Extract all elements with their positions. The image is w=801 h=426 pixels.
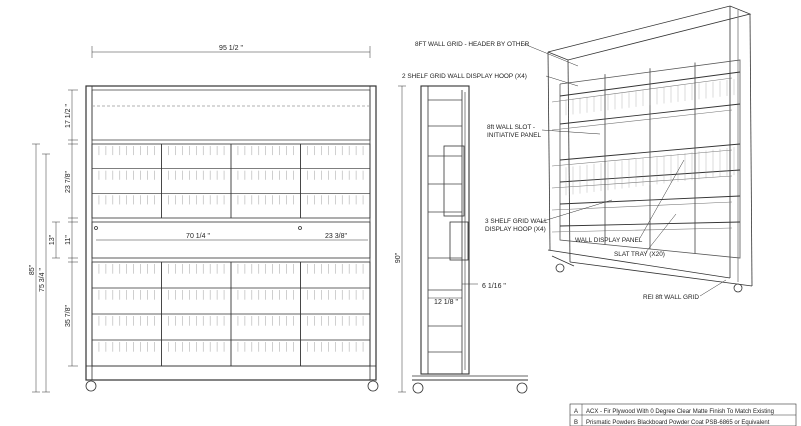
callout-display-panel: WALL DISPLAY PANEL (575, 237, 643, 244)
iso-caster-left (556, 264, 564, 272)
mid-height-dim: 75 3/4 " (39, 268, 46, 292)
caster-right (368, 381, 378, 391)
callout-slot-line1: 8ft WALL SLOT - (487, 124, 536, 131)
header-height-dim: 17 1/2 " (65, 104, 72, 128)
panel-width-dim: 70 1/4 " (186, 233, 210, 240)
offset-dim: 6 1/16 " (482, 283, 506, 290)
lower-grid-cubbies (92, 262, 370, 366)
iso-shelf-edge (552, 110, 732, 130)
lower-grid-dim: 35 7/8" (65, 305, 72, 327)
iso-shelves (552, 72, 740, 232)
callouts (402, 41, 699, 301)
callout-hoop3-line1: 3 SHELF GRID WALL (485, 218, 548, 225)
front-elevation (32, 46, 406, 392)
notes-table (570, 404, 796, 426)
front-dimensions (29, 45, 402, 327)
note-text-a: ACX - Fir Plywood With 0 Degree Clear Matte Finish To Match Existing (586, 409, 774, 415)
note-key-a: A (574, 409, 579, 415)
iso-caster-right (734, 284, 742, 292)
slot-panel-dim: 13" (49, 234, 56, 246)
note-text-b: Prismatic Powders Blackboard Powder Coat PSB-6865 or Equivalent (586, 420, 770, 426)
iso-shelf-edge (552, 228, 732, 232)
gap-dim: 11" (65, 235, 72, 245)
side-shelves (428, 100, 462, 352)
note-key-b: B (574, 420, 579, 426)
callout-header: 8FT WALL GRID - HEADER BY OTHER (415, 41, 530, 48)
isometric-view (548, 6, 752, 292)
callout-wall-grid: REI 8ft WALL GRID (643, 294, 699, 301)
callout-hoop2: 2 SHELF GRID WALL DISPLAY HOOP (X4) (402, 73, 527, 80)
overall-width-dim: 95 1/2 " (219, 45, 243, 52)
upper-grid-cubbies (92, 144, 370, 218)
callout-slat-tray: SLAT TRAY (X20) (614, 251, 665, 258)
iso-verticals (566, 62, 734, 253)
side-width-dim: 23 3/8" (325, 233, 347, 240)
right-height-dim: 90" (395, 252, 402, 264)
overall-height-dim: 85" (29, 264, 36, 276)
callout-hoop3-line2: DISPLAY HOOP (X4) (485, 226, 546, 233)
upper-grid-dim: 23 7/8" (65, 171, 72, 193)
callout-leaders (524, 44, 726, 296)
caster-left (86, 381, 96, 391)
callout-slot-line2: INITIATIVE PANEL (487, 132, 542, 139)
depth-dim: 12 1/8 " (434, 299, 458, 306)
iso-shelf-edge (552, 176, 732, 188)
